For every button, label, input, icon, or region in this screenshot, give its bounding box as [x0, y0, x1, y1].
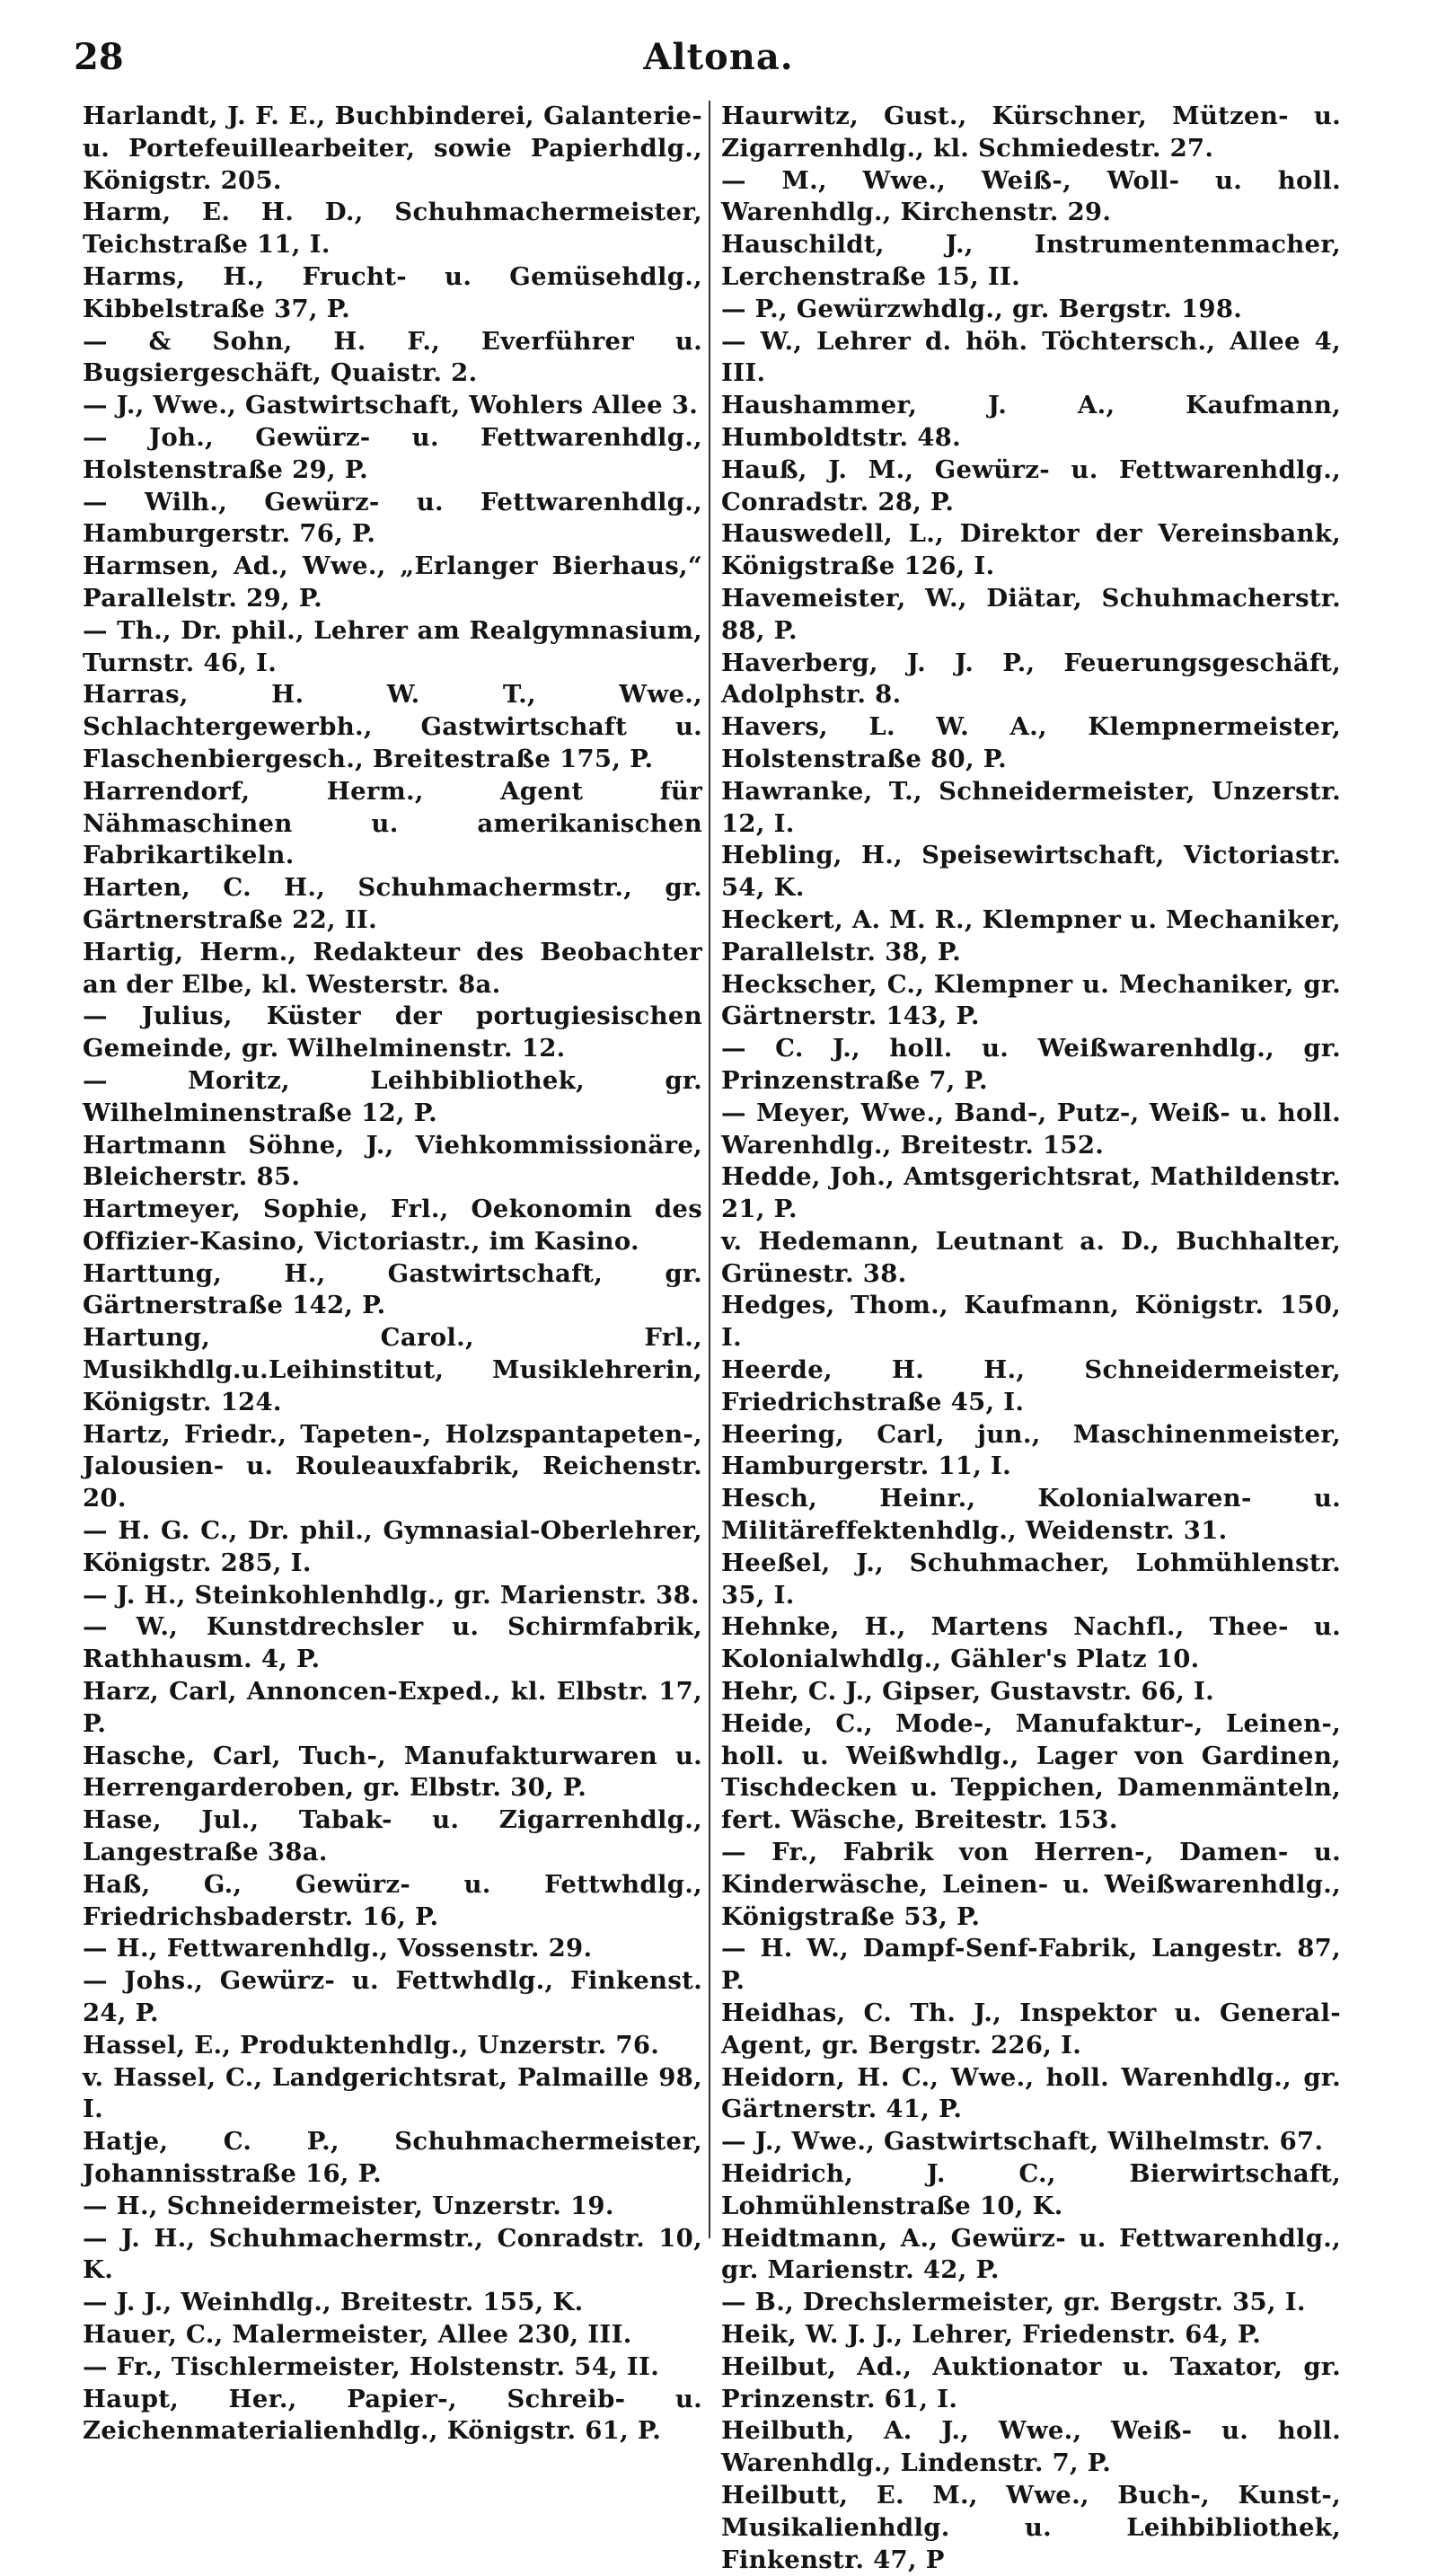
directory-entry: Harm, E. H. D., Schuhmachermeister, Teichstraße 11, I. [83, 198, 702, 260]
page-header [74, 36, 1363, 86]
directory-entry: Haupt, Her., Papier-, Schreib- u. Zeichenmaterialienhdlg., Königstr. 61, P. [83, 2384, 702, 2446]
directory-entry: — H. W., Dampf-Senf-Fabrik, Langestr. 87, P. [721, 1934, 1341, 1996]
directory-entry: — Joh., Gewürz- u. Fettwarenhdlg., Holstenstraße 29, P. [83, 422, 702, 484]
directory-entry: Heidorn, H. C., Wwe., holl. Warenhdlg., gr. Gärtnerstr. 41, P. [721, 2062, 1341, 2124]
directory-entry: Hasche, Carl, Tuch-, Manufakturwaren u. Herrengarderoben, gr. Elbstr. 30, P. [83, 1741, 702, 1803]
directory-entry: Hawranke, T., Schneidermeister, Unzerstr. 12, I. [721, 776, 1341, 838]
directory-entry: — B., Drechslermeister, gr. Bergstr. 35, I. [721, 2288, 1306, 2317]
directory-entry: — Wilh., Gewürz- u. Fettwarenhdlg., Hamburgerstr. 76, P. [83, 487, 702, 549]
directory-entry: Hehr, C. J., Gipser, Gustavstr. 66, I. [721, 1677, 1215, 1707]
directory-entry: — Fr., Fabrik von Herren-, Damen- u. Kinderwäsche, Leinen- u. Weißwarenhdlg., Königstraße 53, P. [721, 1838, 1341, 1931]
directory-entry: — H. G. C., Dr. phil., Gymnasial-Oberlehrer, Königstr. 285, I. [83, 1516, 702, 1577]
directory-entry: Hauß, J. M., Gewürz- u. Fettwarenhdlg., Conradstr. 28, P. [721, 454, 1341, 516]
directory-entry: — P., Gewürzwhdlg., gr. Bergstr. 198. [721, 294, 1243, 323]
directory-entry: — & Sohn, H. F., Everführer u. Bugsiergeschäft, Quaistr. 2. [83, 326, 702, 388]
directory-entry: Harras, H. W. T., Wwe., Schlachtergewerbh., Gastwirtschaft u. Flaschenbiergesch., Breitestraße 175, P. [83, 680, 702, 773]
directory-entry: — H., Schneidermeister, Unzerstr. 19. [83, 2191, 614, 2220]
directory-entry: Heik, W. J. J., Lehrer, Friedenstr. 64, P. [721, 2319, 1262, 2349]
directory-entry: Haß, G., Gewürz- u. Fettwhdlg., Friedrichsbaderstr. 16, P. [83, 1869, 702, 1931]
directory-entry: Hebling, H., Speisewirtschaft, Victoriastr. 54, K. [721, 841, 1341, 903]
directory-entry: Heidhas, C. Th. J., Inspektor u. General-Agent, gr. Bergstr. 226, I. [721, 1998, 1341, 2060]
directory-entry: — Th., Dr. phil., Lehrer am Realgymnasium, Turnstr. 46, I. [83, 615, 702, 677]
directory-entry: Hedges, Thom., Kaufmann, Königstr. 150, I. [721, 1291, 1341, 1353]
directory-entry: — J. H., Schuhmachermstr., Conradstr. 10, K. [83, 2223, 702, 2285]
directory-entry: Hartung, Carol., Frl., Musikhdlg.u.Leihinstitut, Musiklehrerin, Königstr. 124. [83, 1323, 702, 1416]
directory-entry: Heilbut, Ad., Auktionator u. Taxator, gr. Prinzenstr. 61, I. [721, 2351, 1341, 2413]
directory-entry: Hauschildt, J., Instrumentenmacher, Lerchenstraße 15, II. [721, 230, 1341, 291]
directory-entry: Heckscher, C., Klempner u. Mechaniker, gr. Gärtnerstr. 143, P. [721, 969, 1341, 1031]
directory-entry: Hartmann Söhne, J., Viehkommissionäre, Bleicherstr. 85. [83, 1130, 702, 1192]
directory-entry: Hatje, C. P., Schuhmachermeister, Johannisstraße 16, P. [83, 2127, 702, 2188]
directory-entry: Harrendorf, Herm., Agent für Nähmaschinen u. amerikanischen Fabrikartikeln. [83, 776, 702, 870]
directory-entry: Harms, H., Frucht- u. Gemüsehdlg., Kibbelstraße 37, P. [83, 261, 702, 323]
directory-entry: Harz, Carl, Annoncen-Exped., kl. Elbstr. 17, P. [83, 1677, 702, 1738]
directory-entry: Heeßel, J., Schuhmacher, Lohmühlenstr. 35, I. [721, 1548, 1341, 1610]
directory-entry: Hauer, C., Malermeister, Allee 230, III. [83, 2319, 632, 2349]
directory-entry: — W., Lehrer d. höh. Töchtersch., Allee 4, III. [721, 326, 1341, 388]
directory-entry: Hedde, Joh., Amtsgerichtsrat, Mathildenstr. 21, P. [721, 1162, 1341, 1224]
directory-entry: v. Hedemann, Leutnant a. D., Buchhalter, Grünestr. 38. [721, 1226, 1341, 1288]
directory-entry: Heidrich, J. C., Bierwirtschaft, Lohmühlenstraße 10, K. [721, 2159, 1341, 2220]
directory-entry: Harmsen, Ad., Wwe., „Erlanger Bierhaus,“ Parallelstr. 29, P. [83, 551, 702, 613]
directory-entry: — Meyer, Wwe., Band-, Putz-, Weiß- u. holl. Warenhdlg., Breitestr. 152. [721, 1098, 1341, 1160]
directory-entry: Hase, Jul., Tabak- u. Zigarrenhdlg., Langestraße 38a. [83, 1805, 702, 1867]
directory-entry: Hassel, E., Produktenhdlg., Unzerstr. 76. [83, 2030, 660, 2060]
directory-entry: Heilbuth, A. J., Wwe., Weiß- u. holl. Warenhdlg., Lindenstr. 7, P. [721, 2416, 1341, 2478]
right-column [721, 101, 1341, 2574]
directory-entry: — J. J., Weinhdlg., Breitestr. 155, K. [83, 2288, 584, 2317]
directory-entry: Haurwitz, Gust., Kürschner, Mützen- u. Zigarrenhdlg., kl. Schmiedestr. 27. [721, 101, 1341, 163]
directory-entry: Heckert, A. M. R., Klempner u. Mechaniker, Parallelstr. 38, P. [721, 904, 1341, 966]
directory-entry: Havemeister, W., Diätar, Schuhmacherstr. 88, P. [721, 583, 1341, 645]
directory-entry: Haverberg, J. J. P., Feuerungsgeschäft, Adolphstr. 8. [721, 648, 1341, 710]
directory-entry: Heide, C., Mode-, Manufaktur-, Leinen-, holl. u. Weißwhdlg., Lager von Gardinen, Tischdecken u. Teppichen, Damenmänteln, fert. Wäsche, Breitestr. 153. [721, 1708, 1341, 1835]
directory-entry: — M., Wwe., Weiß-, Woll- u. holl. Warenhdlg., Kirchenstr. 29. [721, 165, 1341, 227]
column-divider [709, 101, 710, 2238]
directory-entry: Hesch, Heinr., Kolonialwaren- u. Militäreffektenhdlg., Weidenstr. 31. [721, 1484, 1341, 1546]
directory-entry: Havers, L. W. A., Klempnermeister, Holstenstraße 80, P. [721, 712, 1341, 773]
directory-entry: — J., Wwe., Gastwirtschaft, Wilhelmstr. 67. [721, 2127, 1324, 2157]
directory-entry: — W., Kunstdrechsler u. Schirmfabrik, Rathhausm. 4, P. [83, 1612, 702, 1674]
directory-entry: Harlandt, J. F. E., Buchbinderei, Galanterie- u. Portefeuillearbeiter, sowie Papierhdlg., Königstr. 205. [83, 101, 702, 195]
directory-entry: Heerde, H. H., Schneidermeister, Friedrichstraße 45, I. [721, 1355, 1341, 1416]
directory-entry: Hauswedell, L., Direktor der Vereinsbank, Königstraße 126, I. [721, 519, 1341, 581]
directory-entry: Harten, C. H., Schuhmachermstr., gr. Gärtnerstraße 22, II. [83, 873, 702, 934]
directory-entry: Hehnke, H., Martens Nachfl., Thee- u. Kolonialwhdlg., Gähler's Platz 10. [721, 1612, 1341, 1674]
left-column [83, 101, 702, 2446]
running-title: Altona. [643, 36, 794, 78]
directory-entry: Heidtmann, A., Gewürz- u. Fettwarenhdlg., gr. Marienstr. 42, P. [721, 2223, 1341, 2285]
page-number: 28 [74, 36, 124, 78]
directory-entry: Hartmeyer, Sophie, Frl., Oekonomin des Offizier-Kasino, Victoriastr., im Kasino. [83, 1195, 702, 1256]
directory-entry: Heilbutt, E. M., Wwe., Buch-, Kunst-, Musikalienhdlg. u. Leihbibliothek, Finkenstr. 47, P [721, 2480, 1341, 2574]
directory-entry: Harttung, H., Gastwirtschaft, gr. Gärtnerstraße 142, P. [83, 1258, 702, 1320]
directory-entry: Hartig, Herm., Redakteur des Beobachter an der Elbe, kl. Westerstr. 8a. [83, 937, 702, 999]
directory-entry: Haushammer, J. A., Kaufmann, Humboldtstr. 48. [721, 391, 1341, 452]
directory-entry: — Johs., Gewürz- u. Fettwhdlg., Finkenst. 24, P. [83, 1966, 702, 2028]
directory-entry: — J., Wwe., Gastwirtschaft, Wohlers Allee 3. [83, 391, 699, 420]
directory-entry: — C. J., holl. u. Weißwarenhdlg., gr. Prinzenstraße 7, P. [721, 1034, 1341, 1095]
directory-entry: — J. H., Steinkohlenhdlg., gr. Marienstr. 38. [83, 1580, 700, 1610]
directory-entry: — Moritz, Leihbibliothek, gr. Wilhelminenstraße 12, P. [83, 1065, 702, 1127]
directory-entry: — Fr., Tischlermeister, Holstenstr. 54, II. [83, 2351, 660, 2381]
directory-entry: Hartz, Friedr., Tapeten-, Holzspantapeten-, Jalousien- u. Rouleauxfabrik, Reichenstr. 20. [83, 1419, 702, 1513]
directory-entry: — H., Fettwarenhdlg., Vossenstr. 29. [83, 1934, 593, 1963]
directory-entry: — Julius, Küster der portugiesischen Gemeinde, gr. Wilhelminenstr. 12. [83, 1001, 702, 1063]
directory-entry: v. Hassel, C., Landgerichtsrat, Palmaille 98, I. [83, 2062, 702, 2124]
directory-entry: Heering, Carl, jun., Maschinenmeister, Hamburgerstr. 11, I. [721, 1419, 1341, 1481]
